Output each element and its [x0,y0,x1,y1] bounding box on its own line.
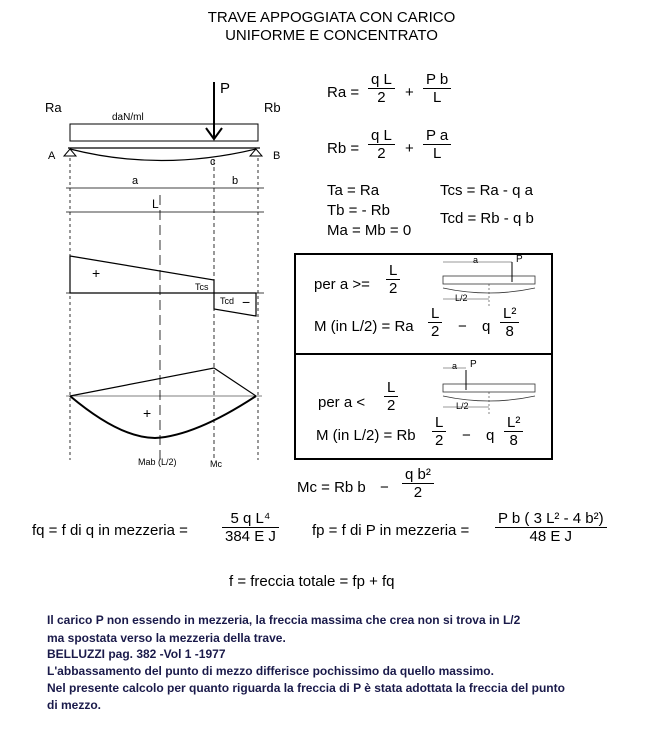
total-deflection-formula: f = freccia totale = fp + fq [229,573,395,590]
support-a-label: A [48,150,56,162]
rb-fraction-2 [423,127,451,162]
fp-fraction [495,510,607,545]
rb-fraction-1 [368,127,395,162]
ra-f1-denominator: 2 [377,89,386,106]
box2-sketch-p: P [470,359,477,370]
box1-cond-numerator: L [386,262,400,280]
box1-f2-numerator: L² [500,305,519,323]
fp-numerator: P b ( 3 L² - 4 b²) [495,510,607,528]
title-line-2: UNIFORME E CONCENTRATO [225,27,438,44]
box2-condition-fraction [384,379,398,414]
box1-sketch-p: P [516,254,523,265]
mab-label: Mab (L/2) [138,457,177,467]
box2-condition: per a < [318,394,366,411]
rb-f2-denominator: L [432,145,442,162]
box2-f2-denominator: 8 [509,432,518,449]
rb-plus: + [405,140,414,157]
box2-q: q [486,427,495,444]
reaction-b-label: Rb [264,100,281,115]
box2-fraction-1 [432,414,446,449]
ra-f2-denominator: L [432,89,442,106]
title-line-1: TRAVE APPOGGIATA CON CARICO [207,9,456,26]
mc-denominator: 2 [413,484,423,501]
box1-minus: − [458,318,467,335]
box1-sketch-l2: L/2 [455,293,468,303]
box1-f1-numerator: L [428,305,442,323]
span-b-label: b [232,175,239,187]
rb-f1-denominator: 2 [377,145,386,162]
ra-lhs: Ra = [327,84,360,101]
moment-plus-sign: + [143,405,152,421]
note-line: Nel presente calcolo per quanto riguarda la freccia di P è stata adottata la freccia del punto [47,681,565,695]
box1-f1-denominator: 2 [431,323,440,340]
box1-f2-denominator: 8 [505,323,514,340]
reaction-a-label: Ra [45,100,62,115]
note-line: Il carico P non essendo in mezzeria, la freccia massima che crea non si trova in L/2 [47,613,521,627]
note-line: ma spostata verso la mezzeria della trave. [47,631,286,645]
shear-minus-sign: − [242,294,251,310]
box2-f1-numerator: L [432,414,446,432]
load-unit-label: daN/ml [112,112,144,123]
box1-fraction-2 [500,305,519,340]
box1-fraction-1 [428,305,442,340]
mc-lhs: Mc = Rb b [297,479,366,496]
note-line: BELLUZZI pag. 382 -Vol 1 -1977 [47,647,226,661]
box2-sketch-a: a [452,361,458,371]
tcd-formula: Tcd = Rb - q b [440,210,534,227]
point-c-label: c [210,156,216,168]
ma-mb-formula: Ma = Mb = 0 [327,222,412,239]
box1-moment-lhs: M (in L/2) = Ra [314,318,414,335]
box2-sketch-l2: L/2 [456,401,469,411]
box2-minus: − [462,427,471,444]
mc-numerator: q b² [402,466,434,484]
span-a-label: a [132,175,139,187]
note-line: di mezzo. [47,698,102,712]
box1-q: q [482,318,491,335]
box2-f1-denominator: 2 [435,432,444,449]
box2-cond-denominator: 2 [387,397,396,414]
ra-plus: + [405,84,414,101]
fq-numerator: 5 q L⁴ [222,510,279,528]
ta-formula: Ta = Ra [327,182,380,199]
note-line: L'abbassamento del punto di mezzo differisce pochissimo da quello massimo. [47,664,494,678]
rb-f2-numerator: P a [423,127,451,145]
load-p-label: P [220,80,231,97]
fq-fraction [222,510,279,545]
box1-condition-fraction [386,262,400,297]
tcd-label: Tcd [220,296,235,306]
box2-fraction-2 [504,414,523,449]
fq-lhs: fq = f di q in mezzeria = [32,522,188,539]
mc-label: Mc [210,459,222,469]
mc-minus: − [380,479,389,496]
ra-fraction-2 [423,71,451,106]
rb-lhs: Rb = [327,140,360,157]
ra-f2-numerator: P b [423,71,451,89]
rb-f1-numerator: q L [368,127,395,145]
tb-formula: Tb = - Rb [327,202,390,219]
fp-denominator: 48 E J [529,528,573,545]
ra-fraction-1 [368,71,395,106]
tcs-formula: Tcs = Ra - q a [440,182,533,199]
fq-denominator: 384 E J [225,528,276,545]
mc-fraction [402,466,434,501]
box1-sketch-a: a [473,255,479,265]
box2-cond-numerator: L [384,379,398,397]
box1-cond-denominator: 2 [389,280,398,297]
box2-moment-lhs: M (in L/2) = Rb [316,427,416,444]
support-b-label: B [273,150,281,162]
span-l-label: L [152,197,159,211]
ra-f1-numerator: q L [368,71,395,89]
tcs-label: Tcs [195,282,209,292]
shear-plus-sign: + [92,265,101,281]
box2-f2-numerator: L² [504,414,523,432]
fp-lhs: fp = f di P in mezzeria = [312,522,470,539]
box1-condition: per a >= [314,276,370,293]
